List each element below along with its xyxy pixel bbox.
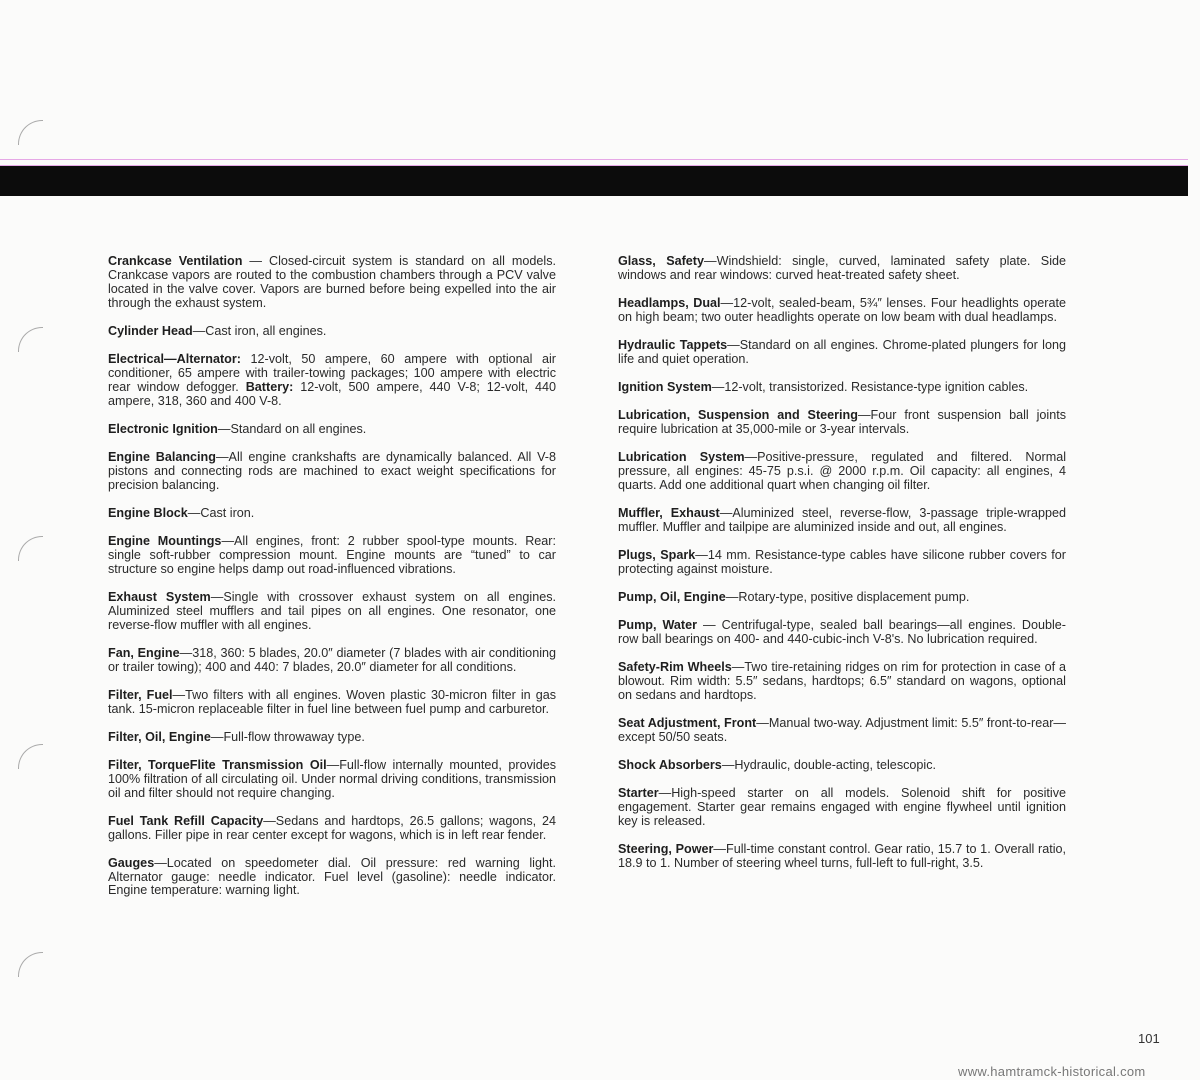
- spec-separator: —: [242, 254, 270, 268]
- spec-separator: —: [187, 505, 201, 520]
- spec-text: Hydraulic, double-acting, telescopic.: [734, 758, 937, 772]
- spec-separator: —: [217, 421, 231, 436]
- spec-term: Battery:: [245, 379, 294, 394]
- spec-text: 318, 360: 5 blades, 20.0″ diameter (7 blades with air conditioning or trailer towing); 400 and 440: 7 blades, 20.0″ diameter for all conditions.: [108, 645, 557, 674]
- spec-separator: —: [172, 687, 186, 702]
- spec-entry: [108, 759, 556, 801]
- spec-term: Plugs, Spark: [618, 548, 696, 562]
- spec-separator: —: [720, 296, 734, 310]
- spec-separator: —: [713, 842, 726, 856]
- binder-hole-mark: [18, 952, 43, 977]
- spec-term: Engine Balancing: [108, 449, 216, 464]
- spec-term: Filter, Fuel: [108, 687, 173, 702]
- spec-text: 14 mm. Resistance-type cables have silicone rubber covers for protecting against moisture.: [618, 548, 1066, 576]
- spec-entry: [108, 535, 556, 577]
- spec-separator: —: [695, 548, 708, 562]
- spec-entry: [618, 255, 1066, 283]
- spec-column-right: [618, 255, 1066, 885]
- spec-separator: —: [154, 855, 167, 870]
- spec-text: Positive-pressure, regulated and filtered. Normal pressure, all engines: 45-75 p.s.i. @ 2000 r.p.m. Oil capacity: all engines, 4 quarts. Add one additional quart when changing oil filter.: [618, 450, 1066, 492]
- spec-text: Windshield: single, curved, laminated safety plate. Side windows and rear windows: curved heat-treated safety sheet.: [618, 254, 1067, 282]
- spec-separator: —: [658, 786, 672, 801]
- spec-entry: [618, 717, 1066, 745]
- spec-separator: —: [727, 338, 740, 352]
- footer-url: www.hamtramck-historical.com: [958, 1064, 1146, 1079]
- spec-separator: —: [221, 533, 235, 548]
- spec-entry: [618, 549, 1066, 577]
- spec-entry: [108, 423, 556, 437]
- spec-term: Steering, Power: [618, 842, 714, 856]
- spec-term: Shock Absorbers: [618, 758, 722, 772]
- page-number: 101: [1138, 1031, 1160, 1046]
- spec-term: Filter, TorqueFlite Transmission Oil: [108, 757, 327, 772]
- spec-text: Four front suspension ball joints require lubrication at 35,000-mile or 3-year intervals.: [618, 408, 1066, 436]
- spec-entry: [108, 731, 556, 745]
- spec-separator: —: [857, 408, 871, 423]
- spec-text: Closed-circuit system is standard on all models. Crankcase vapors are routed to the combustion chambers through a PCV valve located in the valve cover. Vapors are burned before being expelled into the air through the exhaust system.: [108, 254, 557, 310]
- spec-text: Full-flow throwaway type.: [223, 729, 365, 744]
- spec-entry: [618, 787, 1066, 829]
- spec-entry: [618, 759, 1066, 773]
- spec-term: Exhaust System: [108, 589, 211, 604]
- spec-separator: —: [756, 716, 769, 730]
- spec-separator: —: [704, 254, 717, 268]
- spec-term: Fuel Tank Refill Capacity: [108, 813, 264, 828]
- spec-entry: [618, 619, 1066, 647]
- spec-entry: [108, 857, 556, 899]
- spec-term: Engine Block: [108, 505, 188, 520]
- spec-text: Cast iron, all engines.: [205, 323, 327, 338]
- spec-text: Located on speedometer dial. Oil pressure: red warning light. Alternator gauge: needle indicator. Fuel level (gasoline): needle indicator. Engine temperature: warning light.: [108, 855, 556, 898]
- spec-term: Lubrication, Suspension and Steering: [618, 408, 858, 423]
- spec-text: Full-flow internally mounted, provides 100% filtration of all circulating oil. Under normal driving conditions, transmission oil and filter should not require changing.: [108, 757, 556, 800]
- spec-separator: —: [210, 589, 224, 604]
- spec-separator: —: [179, 645, 193, 660]
- spec-term: Muffler, Exhaust: [618, 506, 720, 520]
- spec-separator: —: [263, 813, 276, 828]
- spec-term: Seat Adjustment, Front: [618, 716, 757, 730]
- spec-entry: [618, 843, 1066, 871]
- binder-hole-mark: [18, 327, 43, 352]
- spec-term: Safety-Rim Wheels: [618, 660, 732, 675]
- spec-text: All engine crankshafts are dynamically balanced. All V-8 pistons and connecting rods are machined to exact weight specifications for precision balancing.: [108, 449, 556, 492]
- spec-text: Standard on all engines.: [230, 421, 367, 436]
- spec-text: Aluminized steel, reverse-flow, 3-passage triple-wrapped muffler. Muffler and tailpipe are aluminized inside and out, all engines.: [618, 506, 1066, 534]
- spec-text: Manual two-way. Adjustment limit: 5.5″ front-to-rear—except 50/50 seats.: [618, 716, 1066, 744]
- spec-column-left: [108, 255, 556, 913]
- spec-text: 12-volt, transistorized. Resistance-type ignition cables.: [724, 380, 1029, 394]
- spec-entry: [108, 325, 556, 339]
- spec-term: Gauges: [108, 855, 155, 870]
- top-rule: [0, 159, 1188, 160]
- spec-term: Pump, Oil, Engine: [618, 590, 726, 604]
- spec-entry: [618, 297, 1066, 325]
- spec-text: All engines, front: 2 rubber spool-type mounts. Rear: single soft-rubber compression mount. Engine mounts are “tuned” to car structure so engine helps damp out road-influenced vibrations.: [108, 533, 556, 576]
- spec-separator: [241, 352, 251, 366]
- spec-term: Electrical—Alternator:: [108, 351, 241, 366]
- spec-term: Starter: [618, 786, 659, 801]
- spec-entry: [618, 409, 1066, 437]
- spec-separator: —: [192, 323, 206, 338]
- spec-separator: —: [697, 618, 722, 633]
- spec-text: Rotary-type, positive displacement pump.: [738, 590, 970, 604]
- spec-entry: [618, 451, 1066, 493]
- spec-separator: —: [215, 449, 229, 464]
- spec-entry: [108, 689, 556, 717]
- spec-text: Two filters with all engines. Woven plastic 30-micron filter in gas tank. 15-micron replaceable filter in fuel line between fuel pump and carburetor.: [108, 687, 557, 716]
- binder-hole-mark: [18, 744, 43, 769]
- spec-term: Electronic Ignition: [108, 421, 218, 436]
- spec-term: Pump, Water: [618, 618, 698, 633]
- spec-term: Lubrication System: [618, 450, 745, 465]
- spec-separator: —: [721, 758, 735, 772]
- spec-text: 12-volt, 500 ampere, 440 V-8; 12-volt, 440 ampere, 318, 360 and 400 V-8.: [108, 379, 556, 408]
- binder-hole-mark: [18, 120, 43, 145]
- spec-entry: [108, 815, 556, 843]
- spec-separator: —: [725, 590, 739, 604]
- spec-entry: [108, 451, 556, 493]
- spec-entry: [618, 339, 1066, 367]
- spec-term: Filter, Oil, Engine: [108, 729, 211, 744]
- spec-entry: [108, 591, 556, 633]
- spec-text: 12-volt, 50 ampere, 60 ampere with optional air conditioner, 65 ampere with trailer-towing packages; 100 ampere with electric rear window defogger.: [108, 351, 557, 394]
- spec-term: Hydraulic Tappets: [618, 338, 728, 352]
- spec-text: Full-time constant control. Gear ratio, 15.7 to 1. Overall ratio, 18.9 to 1. Number of steering wheel turns, full-left to full-right, 3.5.: [618, 842, 1067, 870]
- spec-text: Standard on all engines. Chrome-plated plungers for long life and quiet operation.: [618, 338, 1066, 366]
- spec-term: Headlamps, Dual: [618, 296, 721, 310]
- spec-term: Glass, Safety: [618, 254, 705, 268]
- spec-text: Two tire-retaining ridges on rim for protection in case of a blowout. Rim width: 5.5″ sedans, hardtops; 6.5″ standard on wagons, optional on sedans and hardtops.: [618, 660, 1066, 702]
- spec-text: Centrifugal-type, sealed ball bearings—all engines. Double-row ball bearings on 400- and 440-cubic-inch V-8's. No lubrication required.: [618, 618, 1066, 646]
- spec-entry: [108, 255, 556, 311]
- spec-entry: [618, 591, 1066, 605]
- spec-separator: —: [719, 506, 733, 520]
- spec-text: High-speed starter on all models. Solenoid shift for positive engagement. Starter gear remains engaged with engine flywheel until ignition key is released.: [618, 786, 1066, 828]
- spec-entry: [108, 353, 556, 409]
- spec-separator: —: [711, 380, 725, 394]
- spec-term: Engine Mountings: [108, 533, 222, 548]
- spec-separator: —: [210, 729, 224, 744]
- spec-term: Fan, Engine: [108, 645, 180, 660]
- spec-text: Single with crossover exhaust system on all engines. Aluminized steel mufflers and tail pipes on all engines. One resonator, one reverse-flow muffler with all engines.: [108, 589, 557, 632]
- binder-hole-mark: [18, 536, 43, 561]
- spec-separator: —: [744, 450, 758, 465]
- spec-term: Cylinder Head: [108, 323, 193, 338]
- spec-separator: —: [326, 757, 340, 772]
- spec-entry: [618, 381, 1066, 395]
- spec-entry: [108, 647, 556, 675]
- spec-text: 12-volt, sealed-beam, 5¾″ lenses. Four headlights operate on high beam; two outer headlights operate on low beam with dual headlamps.: [618, 296, 1066, 324]
- spec-entry: [618, 507, 1066, 535]
- header-band: [0, 166, 1188, 196]
- spec-entry: [108, 507, 556, 521]
- spec-term: Crankcase Ventilation: [108, 254, 243, 268]
- spec-term: Ignition System: [618, 380, 712, 394]
- spec-entry: [618, 661, 1066, 703]
- spec-separator: —: [731, 660, 745, 675]
- spec-text: Cast iron.: [200, 505, 255, 520]
- spec-text: Sedans and hardtops, 26.5 gallons; wagons, 24 gallons. Filler pipe in rear center except for wagons, which is in left rear fender.: [108, 813, 556, 842]
